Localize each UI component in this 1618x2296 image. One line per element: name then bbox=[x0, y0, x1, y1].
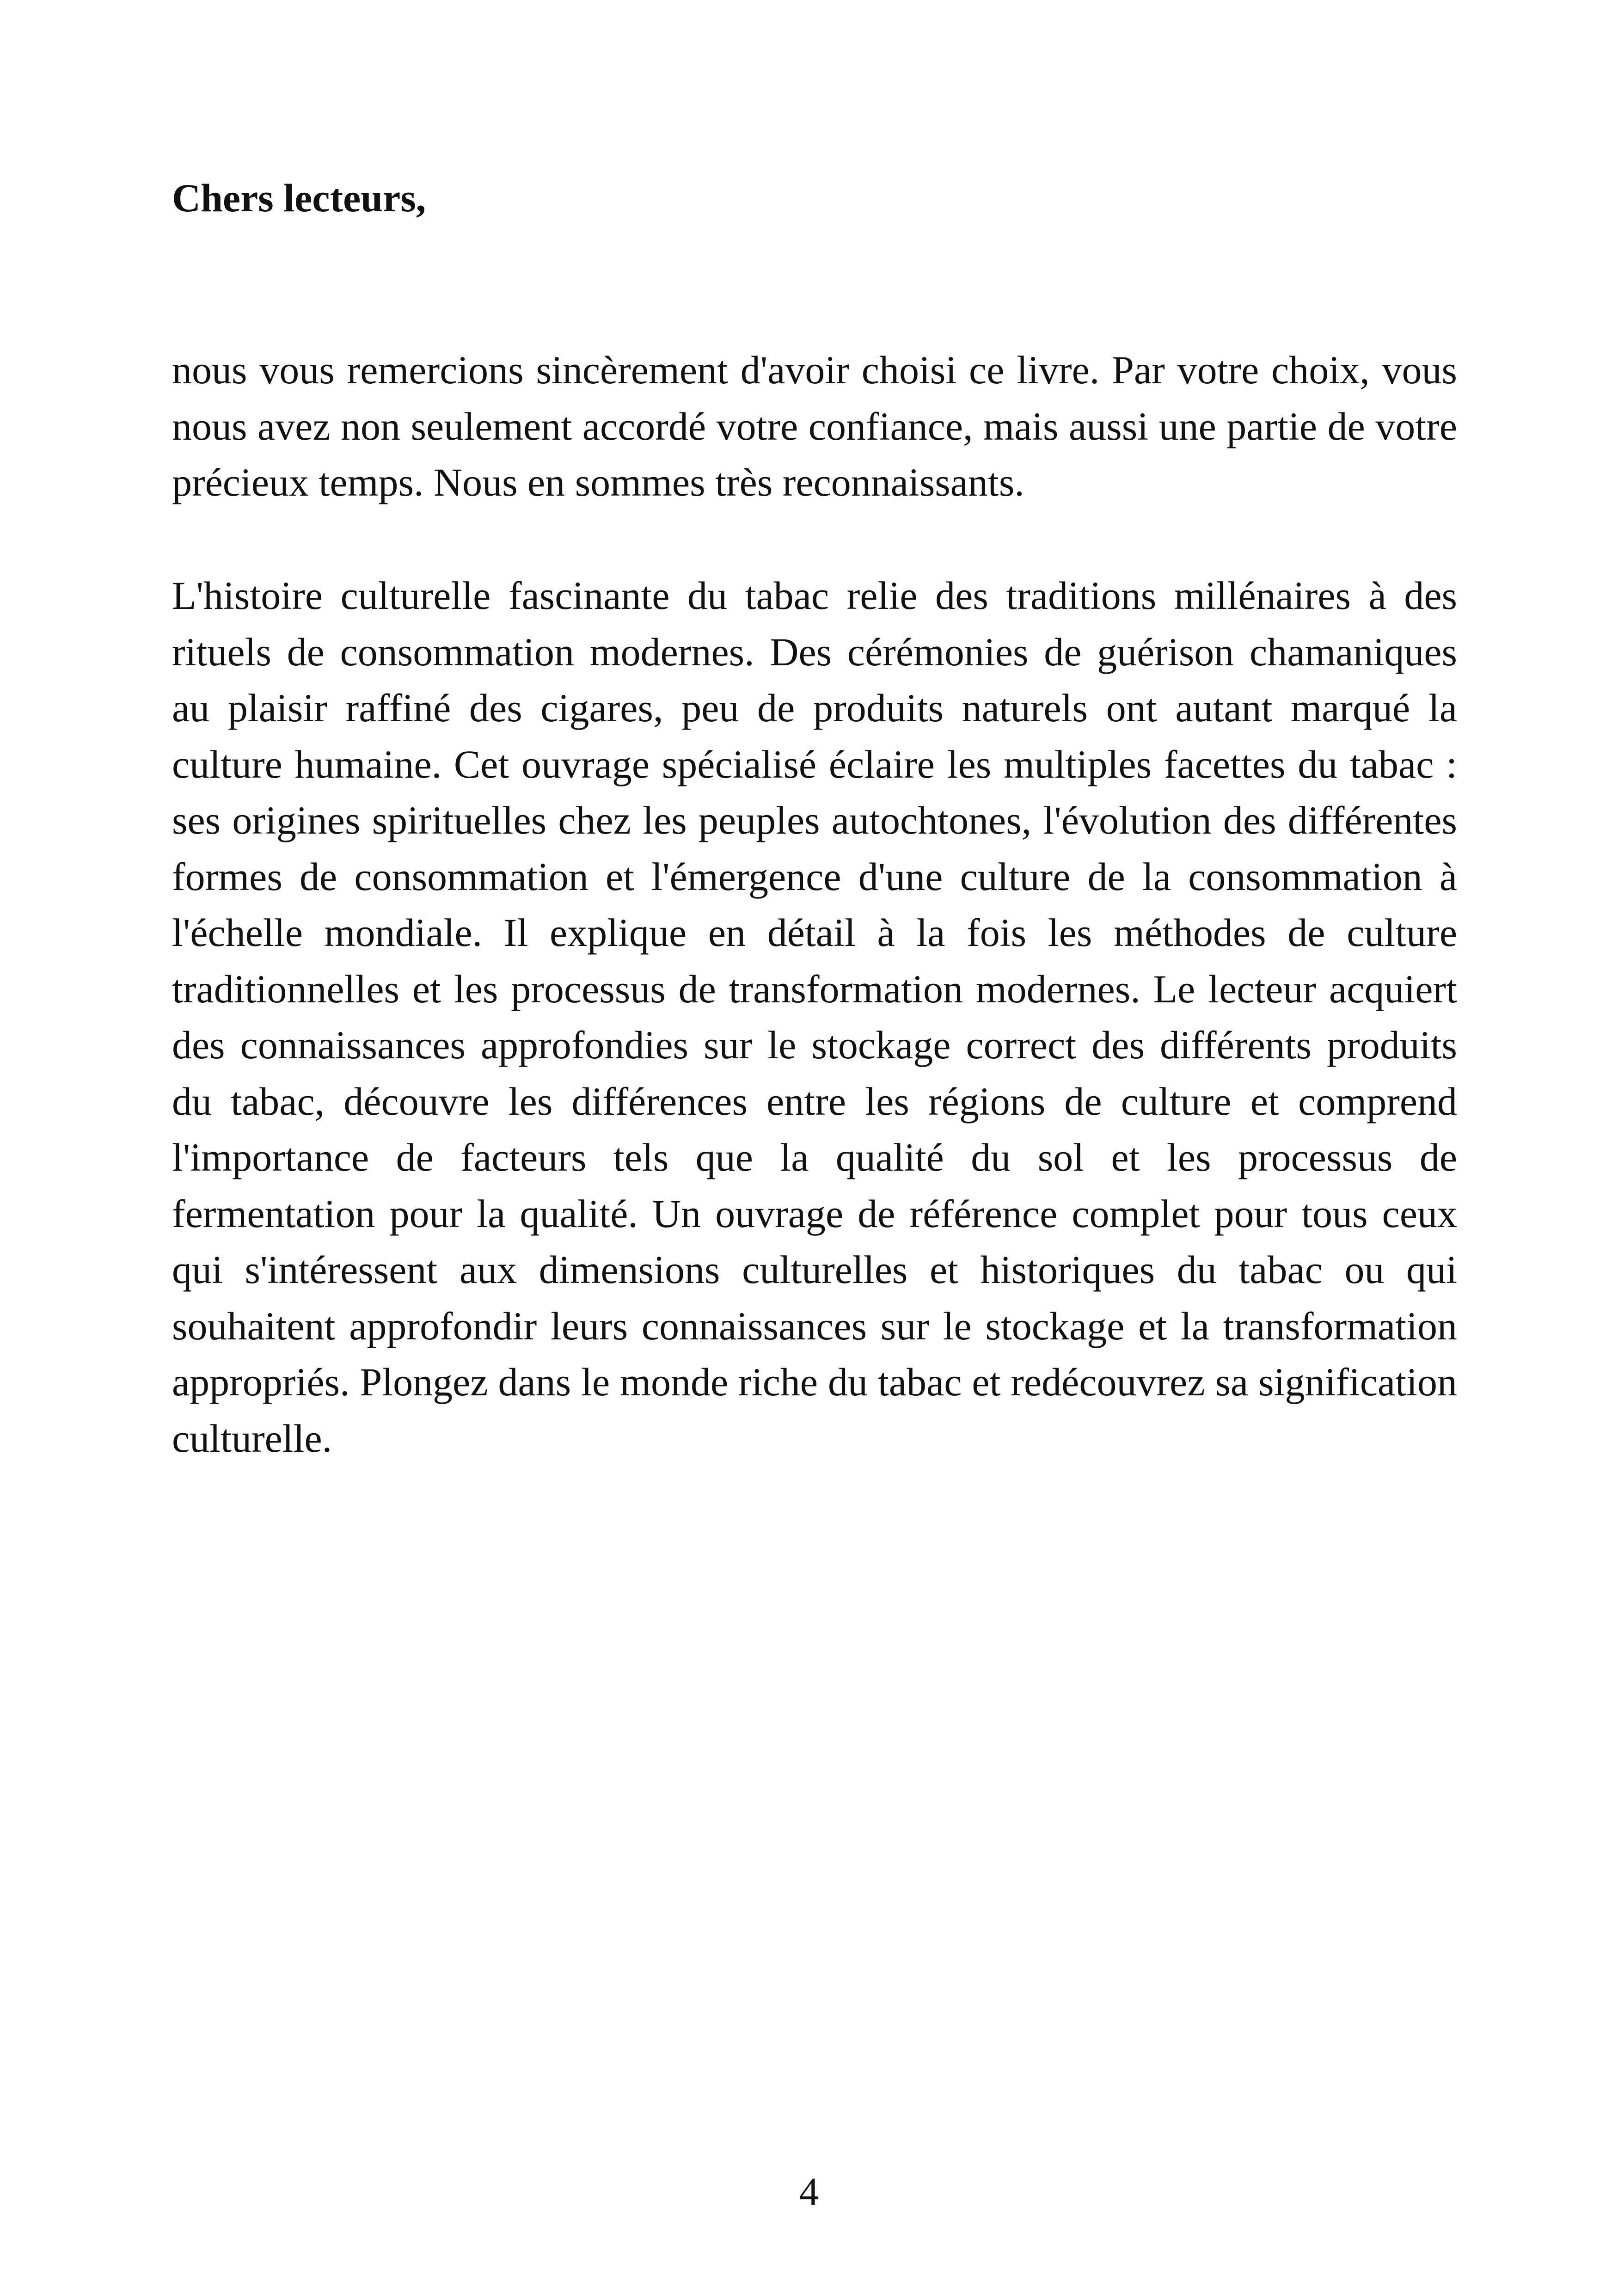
salutation-heading: Chers lecteurs, bbox=[172, 176, 426, 220]
paragraph-thanks: nous vous remercions sincèrement d'avoir choisi ce livre. Par votre choix, vous nous avez non seulement accordé votre confiance, mais aussi une partie de votre précieux temps. Nous en sommes très reconnaissants. bbox=[172, 348, 1457, 504]
paragraph-book-description: L'histoire culturelle fascinante du tabac relie des traditions millénaires à des rituels de consommation modernes. Des cérémonies de guérison chamaniques au plaisir raffiné des cigares, peu de produits naturels ont autant marqué la culture humaine. Cet ouvrage spécialisé éclaire les multiples facettes du tabac : ses origines spirituelles chez les peuples autochtones, l'évolution des différentes formes de consommation et l'émergence d'une culture de la consommation à l'échelle mondiale. Il explique en détail à la fois les méthodes de culture traditionnelles et les processus de transformation modernes. Le lecteur acquiert des connaissances approfondies sur le stockage correct des différents produits du tabac, découvre les différences entre les régions de culture et comprend l'importance de facteurs tels que la qualité du sol et les processus de fermentation pour la qualité. Un ouvrage de référence complet pour tous ceux qui s'intéressent aux dimensions culturelles et historiques du tabac ou qui souhaitent approfondir leurs connaissances sur le stockage et la transformation appropriés. Plongez dans le monde riche du tabac et redécouvrez sa signification culturelle. bbox=[172, 573, 1457, 1461]
page-number: 4 bbox=[799, 2169, 819, 2214]
